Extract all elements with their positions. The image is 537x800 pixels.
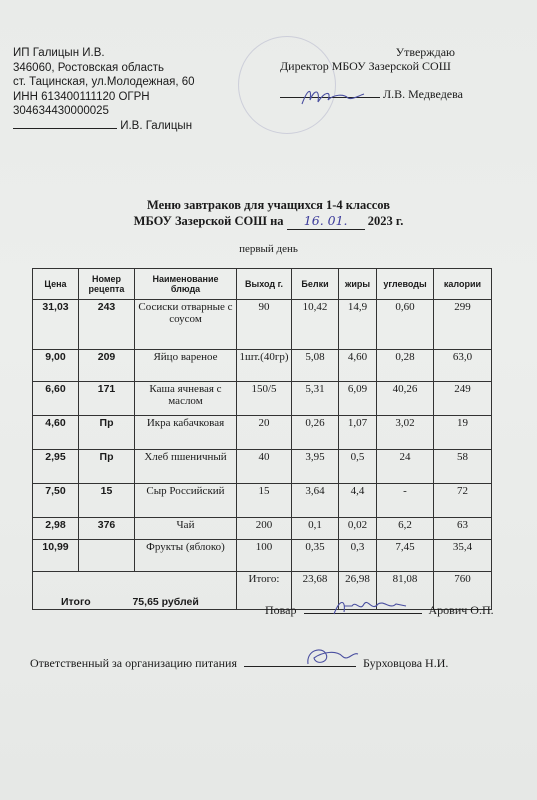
table-cell: 171: [79, 382, 135, 416]
col-header: углеводы: [377, 269, 434, 300]
table-cell: 3,95: [292, 450, 339, 484]
contractor-name: ИП Галицын И.В.: [13, 47, 105, 59]
table-cell: 15: [237, 484, 292, 518]
table-cell: 0,02: [339, 518, 377, 540]
handwritten-date: 16. 01.: [303, 213, 348, 228]
total-protein: 23,68: [292, 572, 339, 610]
table-row: [33, 540, 492, 572]
table-cell: 40: [237, 450, 292, 484]
table-cell: 9,00: [33, 350, 79, 382]
responsible-name: Бурховцова Н.И.: [363, 656, 449, 670]
col-header: Наименование блюда: [135, 269, 237, 300]
table-cell: Хлеб пшеничный: [135, 450, 237, 484]
table-cell: 0,35: [292, 540, 339, 572]
table-cell: 10,99: [33, 540, 79, 572]
table-row: [33, 350, 492, 382]
table-cell: 0,26: [292, 416, 339, 450]
table-row: [33, 416, 492, 450]
table-cell: 20: [237, 416, 292, 450]
table-cell: 1,07: [339, 416, 377, 450]
col-header: Цена: [33, 269, 79, 300]
table-cell: 376: [79, 518, 135, 540]
table-cell: 7,45: [377, 540, 434, 572]
approve-label: Утверждаю: [395, 45, 455, 59]
table-cell: 5,08: [292, 350, 339, 382]
total-label: Итого: [61, 596, 91, 608]
menu-title: Меню завтраков для учащихся 1-4 классов: [146, 198, 390, 212]
contractor-signature-line: [13, 119, 195, 134]
table-cell: Чай: [135, 518, 237, 540]
menu-table: [32, 268, 492, 610]
contractor-ogrn: 304634430000025: [13, 105, 109, 117]
year: 2023 г.: [367, 214, 404, 228]
table-cell: 0,1: [292, 518, 339, 540]
responsible-line: [30, 656, 448, 671]
table-cell: Икра кабачковая: [135, 416, 237, 450]
table-row: [33, 518, 492, 540]
contractor-signer: И.В. Галицын: [120, 119, 193, 132]
table-cell: 100: [237, 540, 292, 572]
table-cell: 15: [79, 484, 135, 518]
table-cell: 200: [237, 518, 292, 540]
table-cell: Сыр Российский: [135, 484, 237, 518]
table-row: [33, 300, 492, 350]
approver-signer: Л.В. Медведева: [383, 87, 463, 101]
table-row: [33, 484, 492, 518]
contractor-address-1: 346060, Ростовская область: [13, 61, 165, 74]
table-cell: 6,60: [33, 382, 79, 416]
table-cell: 40,26: [377, 382, 434, 416]
table-cell: 72: [434, 484, 492, 518]
table-cell: 7,50: [33, 484, 79, 518]
table-cell: 6,2: [377, 518, 434, 540]
table-cell: 243: [79, 300, 135, 350]
col-header: калории: [434, 269, 492, 300]
cook-label: Повар: [265, 603, 297, 617]
table-cell: 5,31: [292, 382, 339, 416]
menu-subtitle: [0, 213, 537, 230]
total-carbs: 81,08: [377, 572, 434, 610]
table-cell: 209: [79, 350, 135, 382]
table-cell: Каша ячневая с маслом: [135, 382, 237, 416]
table-cell: 90: [237, 300, 292, 350]
col-header: жиры: [339, 269, 377, 300]
table-cell: 6,09: [339, 382, 377, 416]
table-cell: 19: [434, 416, 492, 450]
table-cell: 35,4: [434, 540, 492, 572]
table-cell: 4,60: [339, 350, 377, 382]
table-cell: Фрукты (яблоко): [135, 540, 237, 572]
table-cell: Сосиски отварные с соусом: [135, 300, 237, 350]
contractor-inn: ИНН 613400111120 ОГРН: [13, 90, 150, 103]
table-cell: 10,42: [292, 300, 339, 350]
table-cell: [79, 540, 135, 572]
table-cell: Пр: [79, 416, 135, 450]
total-calories: 760: [434, 572, 492, 610]
total-sum: 75,65 рублей: [132, 596, 199, 608]
table-row: [33, 382, 492, 416]
table-header-row: [33, 269, 492, 300]
table-cell: 0,3: [339, 540, 377, 572]
approver-signature: [298, 84, 368, 110]
total-cell: [33, 572, 237, 610]
col-header: Белки: [292, 269, 339, 300]
table-cell: 249: [434, 382, 492, 416]
table-cell: 2,95: [33, 450, 79, 484]
table-cell: 14,9: [339, 300, 377, 350]
table-cell: 3,64: [292, 484, 339, 518]
table-cell: 31,03: [33, 300, 79, 350]
table-cell: 63,0: [434, 350, 492, 382]
col-header: Выход г.: [237, 269, 292, 300]
table-cell: 24: [377, 450, 434, 484]
table-cell: Пр: [79, 450, 135, 484]
table-cell: 299: [434, 300, 492, 350]
table-cell: 58: [434, 450, 492, 484]
table-cell: 0,60: [377, 300, 434, 350]
responsible-signature: [302, 644, 362, 672]
table-cell: 3,02: [377, 416, 434, 450]
col-header: Номер рецепта: [79, 269, 135, 300]
table-cell: 0,28: [377, 350, 434, 382]
table-cell: 1шт.(40гр): [237, 350, 292, 382]
approver-position: Директор МБОУ Зазерской СОШ: [280, 59, 451, 73]
table-cell: 4,4: [339, 484, 377, 518]
cook-signature: [330, 596, 410, 618]
school-name: МБОУ Зазерской СОШ на: [133, 214, 284, 228]
contractor-address-2: ст. Тацинская, ул.Молодежная, 60: [13, 76, 195, 88]
responsible-label: Ответственный за организацию питания: [30, 656, 237, 670]
table-cell: -: [377, 484, 434, 518]
itogo-label: Итого:: [237, 572, 292, 610]
total-fat: 26,98: [339, 572, 377, 610]
table-cell: 0,5: [339, 450, 377, 484]
table-cell: 2,98: [33, 518, 79, 540]
table-cell: Яйцо вареное: [135, 350, 237, 382]
contractor-block: [13, 46, 195, 133]
day-label: первый день: [239, 243, 298, 255]
table-cell: 150/5: [237, 382, 292, 416]
cook-name: Арович О.П.: [428, 603, 494, 617]
table-cell: 63: [434, 518, 492, 540]
table-row: [33, 450, 492, 484]
table-cell: 4,60: [33, 416, 79, 450]
